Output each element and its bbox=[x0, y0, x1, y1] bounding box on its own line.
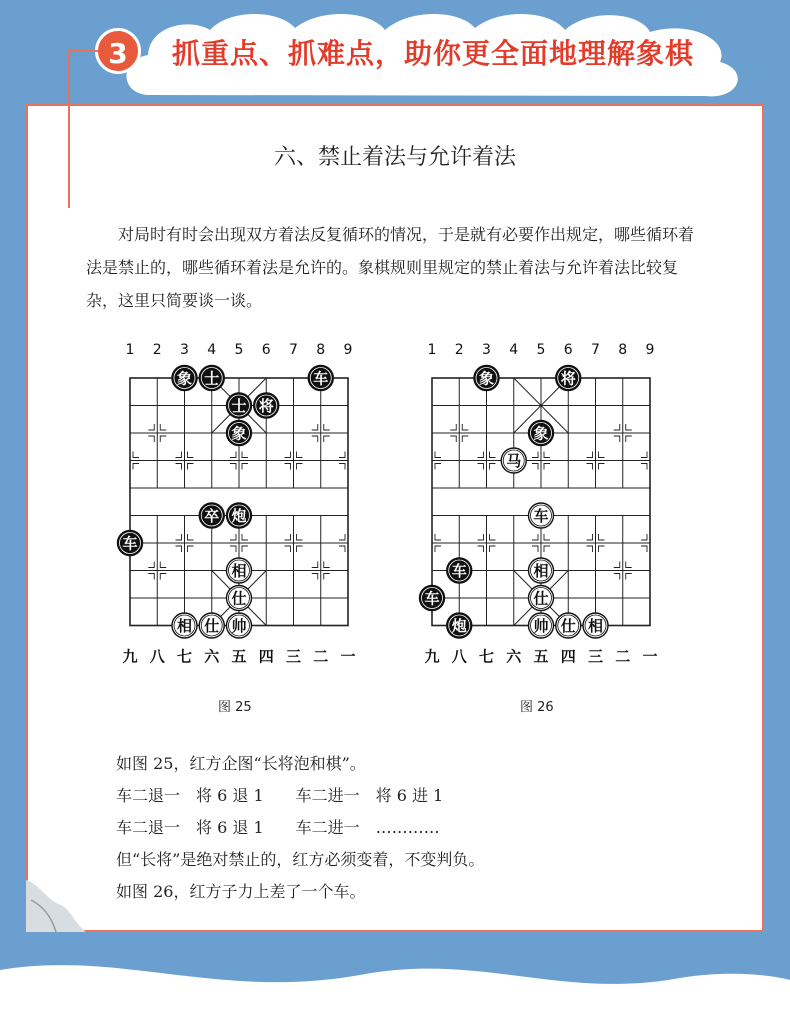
file-number-bottom: 二 bbox=[313, 647, 329, 666]
file-number-top: 8 bbox=[618, 342, 628, 358]
red-piece bbox=[227, 613, 252, 638]
intro-paragraph: 对局时有时会出现双方着法反复循环的情况，于是就有必要作出规定，哪些循环着法是禁止的，哪些循环着法是允许的。象棋规则里规定的禁止着法与允许着法比较复杂，这里只简要谈一谈。 bbox=[86, 225, 695, 310]
bottom-wave bbox=[0, 930, 790, 1030]
file-number-bottom: 九 bbox=[424, 647, 440, 666]
file-number-bottom: 四 bbox=[560, 647, 576, 666]
red-piece bbox=[529, 613, 554, 638]
file-number-bottom: 一 bbox=[642, 647, 658, 666]
body-line: 如图 25，红方企图“长将泡和棋”。 bbox=[116, 754, 366, 773]
file-number-bottom: 六 bbox=[204, 647, 220, 666]
file-number-top: 8 bbox=[316, 342, 326, 358]
piece-label: 将 bbox=[560, 369, 576, 388]
file-number-bottom: 三 bbox=[285, 647, 302, 666]
piece-label: 仕 bbox=[231, 589, 247, 608]
black-piece bbox=[254, 393, 279, 418]
file-number-bottom: 九 bbox=[122, 647, 138, 666]
section-title: 六、禁止着法与允许着法 bbox=[273, 145, 516, 170]
piece-label: 车 bbox=[122, 534, 138, 553]
red-piece bbox=[556, 613, 581, 638]
black-piece bbox=[556, 366, 581, 391]
piece-label: 炮 bbox=[231, 507, 247, 525]
black-piece bbox=[227, 421, 252, 446]
black-piece bbox=[447, 558, 472, 583]
red-piece bbox=[227, 558, 252, 583]
black-piece bbox=[199, 366, 224, 391]
file-number-bottom: 一 bbox=[340, 647, 356, 666]
file-number-top: 5 bbox=[234, 342, 244, 358]
piece-label: 相 bbox=[231, 562, 247, 580]
black-piece bbox=[529, 421, 554, 446]
body-line: 车二退一 将 6 退 1 车二进一 ………… bbox=[116, 818, 440, 837]
piece-label: 相 bbox=[587, 617, 604, 635]
file-number-top: 3 bbox=[482, 342, 491, 358]
black-piece bbox=[474, 366, 499, 391]
file-number-top: 1 bbox=[125, 342, 135, 358]
file-number-top: 4 bbox=[509, 342, 519, 358]
file-number-top: 3 bbox=[180, 342, 189, 358]
red-piece bbox=[227, 586, 252, 611]
black-piece bbox=[308, 366, 333, 391]
black-piece bbox=[420, 586, 445, 611]
file-number-top: 4 bbox=[207, 342, 217, 358]
file-number-bottom: 七 bbox=[176, 647, 193, 666]
caption-figure-25: 图 25 bbox=[218, 700, 252, 715]
body-line: 车二退一 将 6 退 1 车二进一 将 6 进 1 bbox=[116, 786, 444, 805]
piece-label: 相 bbox=[176, 617, 193, 635]
file-number-top: 7 bbox=[591, 342, 600, 358]
file-number-top: 1 bbox=[427, 342, 437, 358]
piece-label: 车 bbox=[451, 562, 467, 580]
file-number-top: 6 bbox=[563, 342, 573, 358]
piece-label: 仕 bbox=[533, 589, 549, 608]
piece-label: 将 bbox=[258, 397, 274, 415]
file-number-top: 6 bbox=[261, 342, 271, 358]
red-piece bbox=[583, 613, 608, 638]
file-number-bottom: 二 bbox=[615, 647, 631, 666]
black-piece bbox=[227, 393, 252, 418]
accent-line-vertical bbox=[68, 52, 70, 208]
black-piece bbox=[227, 503, 252, 528]
section-number-badge: 3 bbox=[95, 28, 141, 74]
black-piece bbox=[118, 531, 143, 556]
piece-label: 车 bbox=[533, 507, 549, 525]
banner-text: 抓重点、抓难点，助你更全面地理解象棋 bbox=[172, 37, 695, 70]
piece-label: 士 bbox=[231, 397, 247, 415]
file-number-bottom: 三 bbox=[587, 647, 604, 666]
red-piece bbox=[529, 586, 554, 611]
piece-label: 卒 bbox=[204, 507, 220, 525]
xiangqi-board-25 bbox=[110, 336, 370, 676]
body-line: 但“长将”是绝对禁止的，红方必须变着，不变判负。 bbox=[116, 850, 485, 869]
file-number-top: 9 bbox=[645, 342, 655, 358]
piece-label: 车 bbox=[424, 589, 440, 608]
piece-label: 象 bbox=[533, 424, 549, 443]
file-number-top: 7 bbox=[289, 342, 298, 358]
file-number-bottom: 四 bbox=[258, 647, 274, 666]
file-number-top: 9 bbox=[343, 342, 353, 358]
file-number-bottom: 八 bbox=[451, 647, 467, 666]
file-number-bottom: 五 bbox=[533, 647, 549, 666]
xiangqi-board-26 bbox=[412, 336, 672, 676]
piece-label: 象 bbox=[176, 369, 193, 388]
red-piece bbox=[172, 613, 197, 638]
red-piece bbox=[501, 448, 526, 473]
piece-label: 相 bbox=[533, 562, 549, 580]
piece-label: 士 bbox=[204, 369, 220, 388]
accent-line-horizontal bbox=[68, 50, 98, 52]
file-number-top: 2 bbox=[152, 342, 162, 358]
piece-label: 仕 bbox=[560, 617, 576, 635]
red-piece bbox=[199, 613, 224, 638]
body-line: 如图 26，红方子力上差了一个车。 bbox=[116, 882, 366, 901]
piece-label: 炮 bbox=[451, 617, 467, 635]
piece-label: 象 bbox=[231, 424, 247, 443]
file-number-bottom: 六 bbox=[506, 647, 522, 666]
file-number-bottom: 七 bbox=[478, 647, 495, 666]
red-piece bbox=[529, 503, 554, 528]
black-piece bbox=[447, 613, 472, 638]
piece-label: 马 bbox=[506, 452, 522, 470]
caption-figure-26: 图 26 bbox=[520, 700, 554, 715]
piece-label: 帅 bbox=[231, 617, 247, 635]
file-number-bottom: 五 bbox=[231, 647, 247, 666]
ink-decoration-icon bbox=[26, 870, 86, 932]
file-number-bottom: 八 bbox=[149, 647, 165, 666]
file-number-top: 2 bbox=[454, 342, 464, 358]
piece-label: 象 bbox=[478, 369, 495, 388]
red-piece bbox=[529, 558, 554, 583]
file-number-top: 5 bbox=[536, 342, 546, 358]
body-text bbox=[116, 748, 484, 908]
piece-label: 帅 bbox=[533, 617, 549, 635]
piece-label: 仕 bbox=[204, 617, 220, 635]
black-piece bbox=[172, 366, 197, 391]
piece-label: 车 bbox=[313, 369, 329, 388]
black-piece bbox=[199, 503, 224, 528]
